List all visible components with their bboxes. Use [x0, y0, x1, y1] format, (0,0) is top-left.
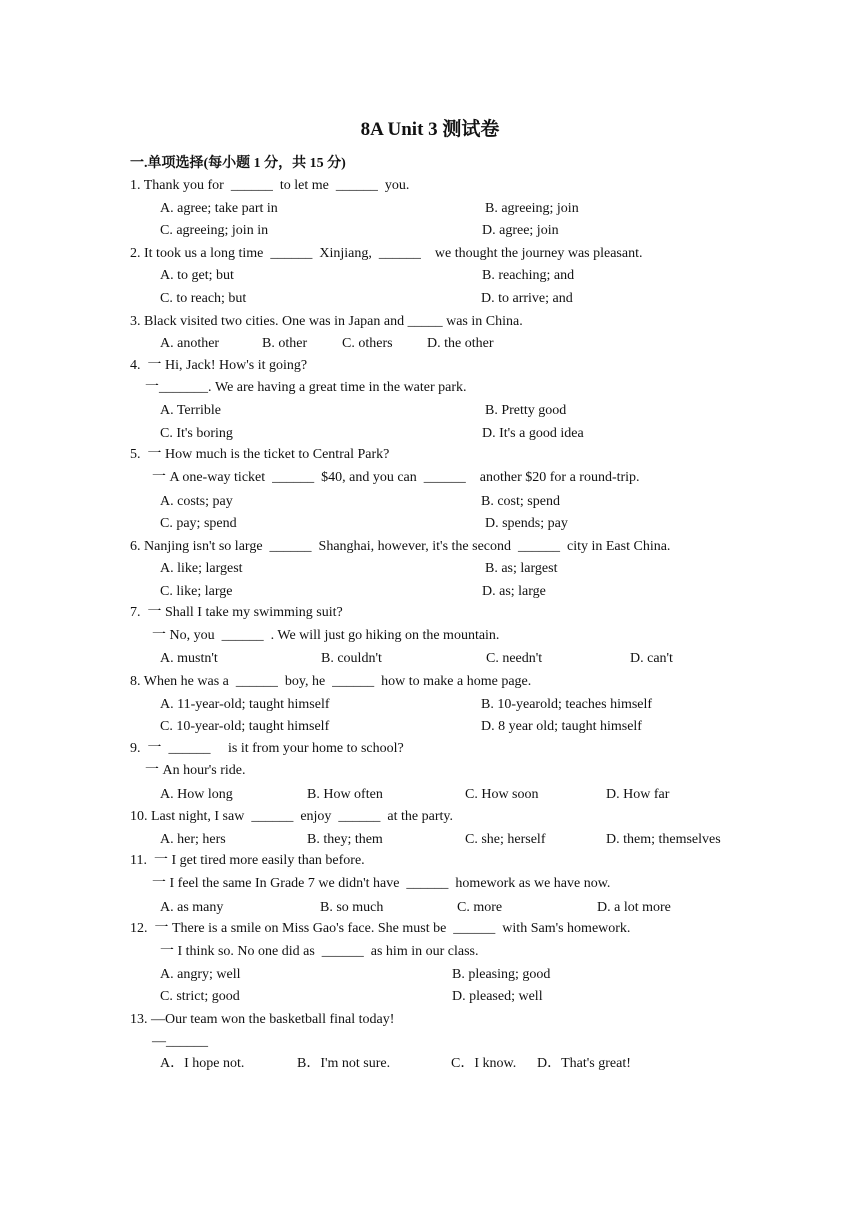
question-9-reply: 一 An hour's ride. [145, 763, 246, 778]
question-5-option-d: D. spends; pay [485, 516, 568, 531]
question-11-option-b: B. so much [320, 900, 384, 915]
question-3-option-b: B. other [262, 336, 308, 351]
question-7-stem: 7. 一 Shall I take my swimming suit? [130, 605, 343, 620]
question-7-option-a: A. mustn't [160, 651, 218, 666]
section-heading: 一.单项选择(每小题 1 分，共 15 分) [130, 156, 346, 171]
question-13-option-a: A．I hope not. [160, 1056, 245, 1071]
question-13-option-b: B．I'm not sure. [297, 1056, 391, 1071]
question-13-option-c: C．I know. [451, 1056, 517, 1071]
question-3-option-a: A. another [160, 336, 220, 351]
question-8-option-a: A. 11-year-old; taught himself [160, 697, 330, 712]
question-1-option-c: C. agreeing; join in [160, 223, 269, 238]
question-4-stem: 4. 一 Hi, Jack! How's it going? [130, 358, 308, 373]
question-10-option-b: B. they; them [307, 832, 383, 847]
question-11-stem: 11. 一 I get tired more easily than before. [130, 853, 365, 868]
question-10-option-d: D. them; themselves [606, 832, 721, 847]
question-10-option-c: C. she; herself [465, 832, 546, 847]
question-7-reply: 一 No, you ______ . We will just go hiking on the mountain. [152, 628, 500, 643]
question-3-option-d: D. the other [427, 336, 494, 351]
question-12-option-b: B. pleasing; good [452, 967, 551, 982]
question-12-reply: 一 I think so. No one did as ______ as him in our class. [160, 944, 479, 959]
question-1-option-d: D. agree; join [482, 223, 559, 238]
question-2-stem: 2. It took us a long time ______ Xinjiang, ______ we thought the journey was pleasant. [130, 246, 643, 261]
question-8-option-c: C. 10-year-old; taught himself [160, 719, 330, 734]
question-12-option-c: C. strict; good [160, 989, 240, 1004]
question-11-option-a: A. as many [160, 900, 224, 915]
question-9-option-b: B. How often [307, 787, 383, 802]
question-11-reply: 一 I feel the same In Grade 7 we didn't have ______ homework as we have now. [152, 876, 611, 891]
question-9-option-d: D. How far [606, 787, 670, 802]
question-8-option-b: B. 10-yearold; teaches himself [481, 697, 653, 712]
question-7-option-b: B. couldn't [321, 651, 382, 666]
question-2-option-a: A. to get; but [160, 268, 234, 283]
question-12-option-d: D. pleased; well [452, 989, 543, 1004]
question-4-option-d: D. It's a good idea [482, 426, 584, 441]
question-12-stem: 12. 一 There is a smile on Miss Gao's face. She must be ______ with Sam's homework. [130, 921, 631, 936]
question-11-option-d: D. a lot more [597, 900, 671, 915]
question-13-reply: —______ [152, 1034, 208, 1049]
question-10-option-a: A. her; hers [160, 832, 226, 847]
question-9-stem: 9. 一 ______ is it from your home to school? [130, 741, 404, 756]
question-2-option-c: C. to reach; but [160, 291, 247, 306]
question-4-option-a: A. Terrible [160, 403, 221, 418]
question-9-option-a: A. How long [160, 787, 233, 802]
question-6-stem: 6. Nanjing isn't so large ______ Shanghai, however, it's the second ______ city in East China. [130, 539, 671, 554]
question-7-option-d: D. can't [630, 651, 673, 666]
question-8-option-d: D. 8 year old; taught himself [481, 719, 642, 734]
question-4-option-b: B. Pretty good [485, 403, 567, 418]
question-12-option-a: A. angry; well [160, 967, 241, 982]
question-13-option-d: D．That's great! [537, 1056, 631, 1071]
question-5-option-a: A. costs; pay [160, 494, 233, 509]
question-6-option-d: D. as; large [482, 584, 546, 599]
question-5-option-c: C. pay; spend [160, 516, 237, 531]
question-5-stem: 5. 一 How much is the ticket to Central Park? [130, 447, 390, 462]
question-5-option-b: B. cost; spend [481, 494, 560, 509]
question-4-option-c: C. It's boring [160, 426, 233, 441]
question-2-option-d: D. to arrive; and [481, 291, 573, 306]
question-11-option-c: C. more [457, 900, 503, 915]
question-6-option-b: B. as; largest [485, 561, 558, 576]
question-1-stem: 1. Thank you for ______ to let me ______ you. [130, 178, 410, 193]
question-13-stem: 13. —Our team won the basketball final today! [130, 1012, 395, 1027]
question-1-option-b: B. agreeing; join [485, 201, 579, 216]
page-title: 8A Unit 3 测试卷 [360, 119, 500, 140]
question-3-option-c: C. others [342, 336, 393, 351]
question-10-stem: 10. Last night, I saw ______ enjoy ______ at the party. [130, 809, 453, 824]
question-7-option-c: C. needn't [486, 651, 543, 666]
question-3-stem: 3. Black visited two cities. One was in Japan and _____ was in China. [130, 314, 523, 329]
question-4-reply: 一_______. We are having a great time in the water park. [145, 380, 467, 395]
question-6-option-c: C. like; large [160, 584, 233, 599]
question-9-option-c: C. How soon [465, 787, 539, 802]
question-2-option-b: B. reaching; and [482, 268, 575, 283]
question-5-reply: 一 A one-way ticket ______ $40, and you can ______ another $20 for a round-trip. [152, 470, 640, 485]
question-1-option-a: A. agree; take part in [160, 201, 278, 216]
question-8-stem: 8. When he was a ______ boy, he ______ how to make a home page. [130, 674, 532, 689]
question-6-option-a: A. like; largest [160, 561, 243, 576]
